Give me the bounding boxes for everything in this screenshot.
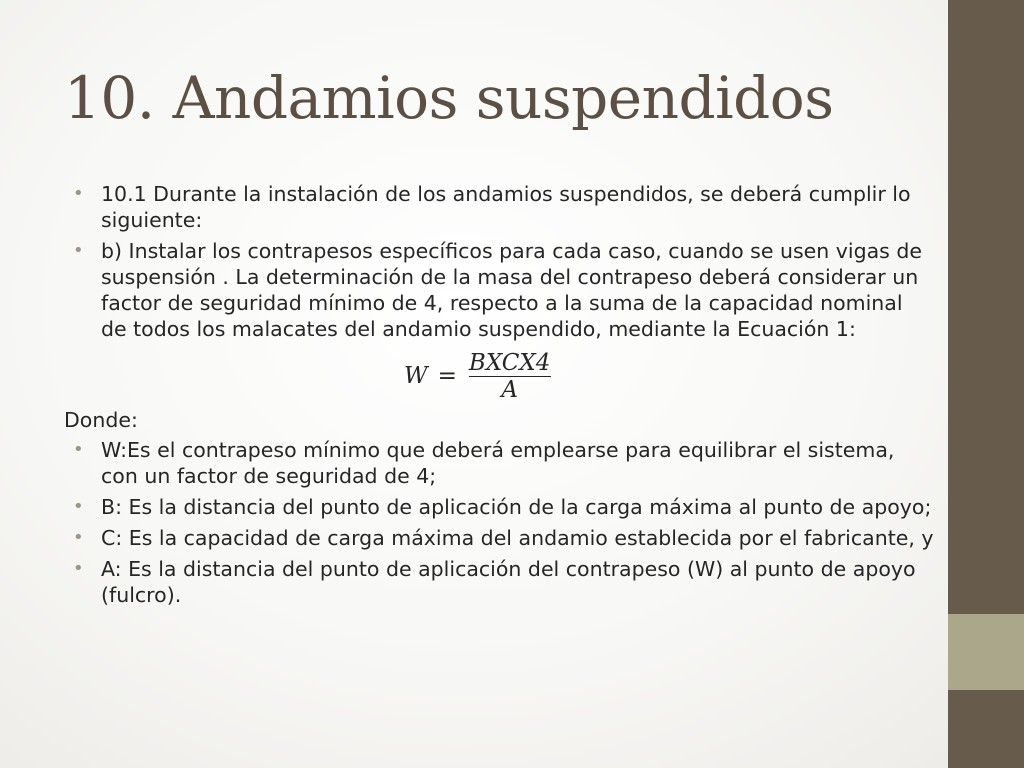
side-accent-decoration bbox=[948, 614, 1024, 690]
list-item bbox=[64, 556, 934, 608]
bullet-icon: • bbox=[73, 240, 84, 261]
equation-denominator: A bbox=[501, 376, 518, 403]
equation-fraction bbox=[465, 350, 554, 403]
equation-1 bbox=[404, 345, 934, 407]
list-item bbox=[64, 238, 934, 342]
equation-lhs: W bbox=[404, 363, 428, 389]
bullet-text: C: Es la capacidad de carga máxima del andamio establecida por el fabricante, y bbox=[101, 526, 934, 550]
bullet-text: 10.1 Durante la instalación de los andamios suspendidos, se deberá cumplir lo siguiente: bbox=[101, 182, 911, 232]
slide-body bbox=[64, 181, 934, 613]
list-item bbox=[64, 525, 934, 551]
donde-label: Donde: bbox=[64, 408, 138, 432]
bullet-icon: • bbox=[73, 527, 84, 548]
intro-list bbox=[64, 181, 934, 342]
bullet-text: W:Es el contrapeso mínimo que deberá emplearse para equilibrar el sistema, con un factor de seguridad de 4; bbox=[101, 438, 895, 488]
bullet-icon: • bbox=[73, 558, 84, 579]
definition-list bbox=[64, 437, 934, 608]
list-item bbox=[64, 437, 934, 489]
slide-title: 10. Andamios suspendidos bbox=[64, 64, 834, 132]
bullet-text: B: Es la distancia del punto de aplicación de la carga máxima al punto de apoyo; bbox=[101, 495, 932, 519]
list-item bbox=[64, 181, 934, 233]
bullet-text: A: Es la distancia del punto de aplicación del contrapeso (W) al punto de apoyo (fulcro). bbox=[101, 557, 916, 607]
equation-equals: = bbox=[437, 363, 457, 389]
equation-numerator: BXCX4 bbox=[468, 349, 551, 376]
bullet-text: b) Instalar los contrapesos específicos para cada caso, cuando se usen vigas de suspensión . La determinación de la masa del contrapeso deberá considerar un factor de seguridad mínimo de 4, respecto a la suma de la capacidad nominal de todos los malacates del andamio suspendido, mediante la Ecuación 1: bbox=[101, 239, 922, 341]
bullet-icon: • bbox=[73, 439, 84, 460]
bullet-icon: • bbox=[73, 496, 84, 517]
list-item bbox=[64, 494, 934, 520]
bullet-icon: • bbox=[73, 183, 84, 204]
